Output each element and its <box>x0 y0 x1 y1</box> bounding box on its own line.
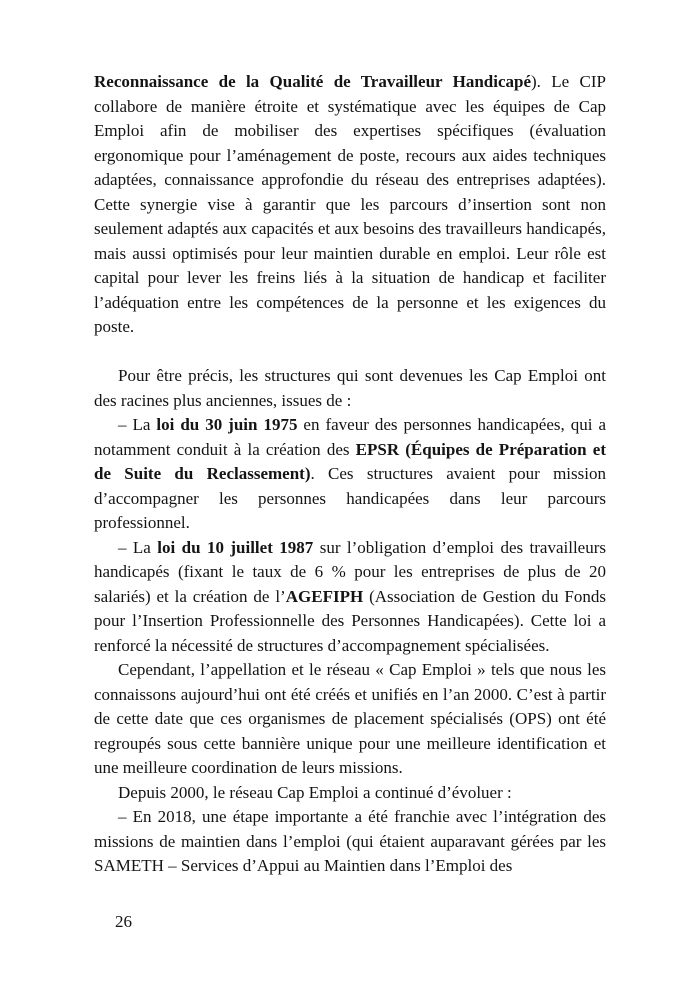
bold-agefiph: AGEFIPH <box>285 586 364 606</box>
bold-epsr: EPSR (Équipes de Préparation et de Suite du Reclassement) <box>94 439 606 483</box>
page-body <box>94 70 606 879</box>
paragraph-cip-collaboration: Reconnaissance de la Qualité de Travailleur Handicapé). Le CIP collabore de manière étroite et systématique avec les équipes de Cap Emploi afin de mobiliser des expertises spécifiques (évaluation ergonomique pour l’aménagement de poste, recours aux aides techniques adaptées, connaissance approfondie du réseau des entreprises adaptées). Cette synergie vise à garantir que les parcours d’insertion sont non seulement adaptés aux capacités et aux besoins des travailleurs handicapés, mais aussi optimisés pour leur maintien durable en emploi. Leur rôle est capital pour lever les freins liés à la situation de handicap et faciliter l’adéquation entre les compétences de la personne et les exigences du poste. <box>94 72 606 336</box>
list-item-loi-1987: – La loi du 10 juillet 1987 sur l’obligation d’emploi des travailleurs handicapés (fixant le taux de 6 % pour les entreprises de plus de 20 salariés) et la création de l’AGEFIPH (Association de Gestion du Fonds pour l’Insertion Professionnelle des Personnes Handicapées). Cette loi a renforcé la nécessité de structures d’accompagnement spécialisées. <box>94 537 606 655</box>
bold-loi-1975: loi du 30 juin 1975 <box>156 415 298 434</box>
list-item-2018: – En 2018, une étape importante a été franchie avec l’intégration des missions de maintien dans l’emploi (qui étaient auparavant gérées par les SAMETH – Services d’Appui au Maintien dans l’Emploi des <box>94 807 606 875</box>
bold-rqth: Reconnaissance de la Qualité de Travailleur Handicapé <box>94 72 532 91</box>
paragraph-evolution-intro: Depuis 2000, le réseau Cap Emploi a continué d’évoluer : <box>118 782 512 802</box>
paragraph-cap-emploi-2000: Cependant, l’appellation et le réseau « Cap Emploi » tels que nous les connaissons aujourd’hui ont été créés et unifiés en l’an 2000. C’est à partir de cette date que ces organismes de placement spécialisés (OPS) ont été regroupés sous cette bannière unique pour une meilleure identification et une meilleure coordination de leurs missions. <box>94 660 606 777</box>
list-item-loi-1975: – La loi du 30 juin 1975 en faveur des personnes handicapées, qui a notamment conduit à la création des EPSR (Équipes de Préparation et de Suite du Reclassement). Ces structures avaient pour mission d’accompagner les personnes handicapées dans leur parcours professionnel. <box>94 415 606 532</box>
bold-loi-1987: loi du 10 juillet 1987 <box>157 537 314 557</box>
paragraph-origins-intro: Pour être précis, les structures qui sont devenues les Cap Emploi ont des racines plus anciennes, issues de : <box>94 366 606 410</box>
page-number: 26 <box>115 912 132 931</box>
